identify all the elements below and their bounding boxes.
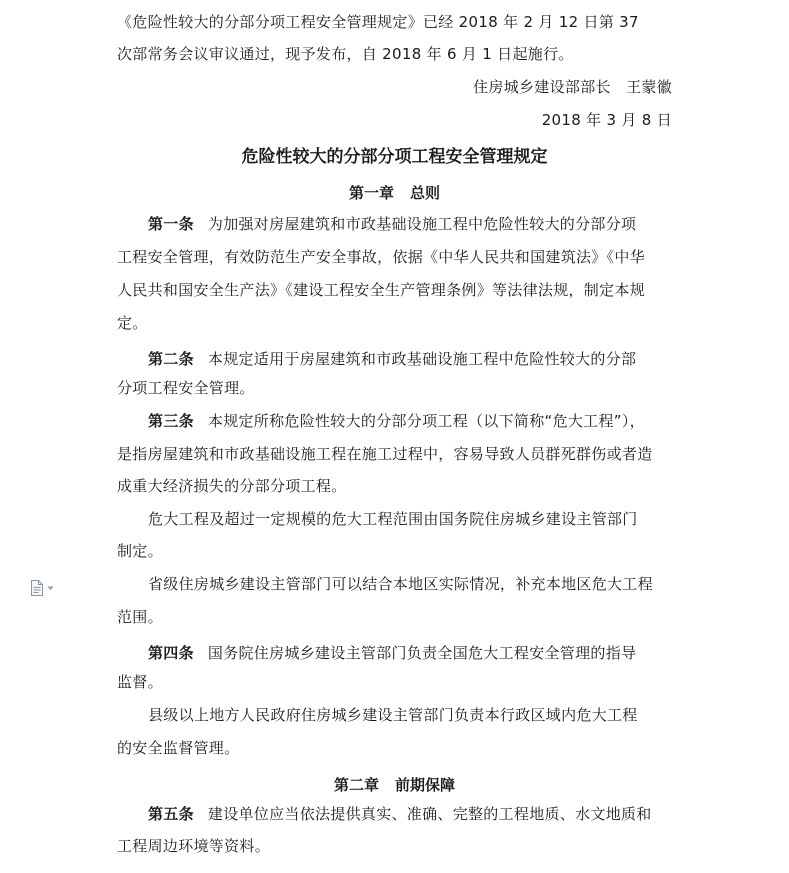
chapter-label: 第一章 (348, 184, 394, 202)
article-label: 第五条 (148, 805, 194, 823)
signature-date: 2018 年 3 月 8 日 (541, 111, 672, 129)
document-title: 危险性较大的分部分项工程安全管理规定 (241, 147, 548, 167)
article-text: 监督。 (117, 673, 163, 691)
margin-options-button[interactable] (30, 580, 58, 596)
article-text: 危大工程及超过一定规模的危大工程范围由国务院住房城乡建设主管部门 (148, 510, 638, 528)
article-label: 第四条 (148, 644, 194, 662)
article-text: 工程安全管理，有效防范生产安全事故，依据《中华人民共和国建筑法》《中华 (117, 248, 646, 266)
article-text: 是指房屋建筑和市政基础设施工程在施工过程中，容易导致人员群死群伤或者造 (117, 445, 653, 463)
article-text: 定。 (117, 314, 148, 332)
chapter-label: 第二章 (333, 776, 379, 794)
chapter-name: 前期保障 (395, 776, 456, 794)
chapter-heading (0, 774, 789, 796)
article-text: 本规定所称危险性较大的分部分项工程（以下简称“危大工程”）， (207, 412, 645, 430)
chapter-name: 总则 (410, 184, 441, 202)
article-text: 制定。 (117, 542, 163, 560)
chapter-heading (0, 182, 789, 204)
article-text: 的安全监督管理。 (117, 739, 240, 757)
article-5 (148, 803, 652, 825)
article-text: 分项工程安全管理。 (117, 379, 255, 397)
article-label: 第一条 (148, 215, 194, 233)
article-label: 第二条 (148, 350, 194, 368)
article-text: 县级以上地方人民政府住房城乡建设主管部门负责本行政区域内危大工程 (148, 706, 638, 724)
article-text: 人民共和国安全生产法》《建设工程安全生产管理条例》等法律法规，制定本规 (117, 281, 646, 299)
article-text: 为加强对房屋建筑和市政基础设施工程中危险性较大的分部分项 (207, 215, 637, 233)
article-3 (148, 410, 645, 432)
article-text: 省级住房城乡建设主管部门可以结合本地区实际情况，补充本地区危大工程 (148, 575, 653, 593)
article-1 (148, 213, 636, 235)
article-text: 范围。 (117, 608, 163, 626)
article-4 (148, 642, 636, 664)
article-text: 本规定适用于房屋建筑和市政基础设施工程中危险性较大的分部 (207, 350, 637, 368)
article-text: 建设单位应当依法提供真实、准确、完整的工程地质、水文地质和 (207, 805, 652, 823)
article-text: 工程周边环境等资料。 (117, 837, 271, 855)
preamble-line: 次部常务会议审议通过，现予发布，自 2018 年 6 月 1 日起施行。 (117, 45, 574, 63)
signature: 住房城乡建设部部长 王蒙徽 (473, 78, 672, 96)
article-2 (148, 348, 636, 370)
preamble-line: 《危险性较大的分部分项工程安全管理规定》已经 2018 年 2 月 12 日第 37 (117, 13, 639, 31)
article-text: 国务院住房城乡建设主管部门负责全国危大工程安全管理的指导 (207, 644, 637, 662)
article-label: 第三条 (148, 412, 194, 430)
document-icon (30, 580, 44, 596)
chevron-down-icon (47, 586, 54, 591)
article-text: 成重大经济损失的分部分项工程。 (117, 477, 347, 495)
